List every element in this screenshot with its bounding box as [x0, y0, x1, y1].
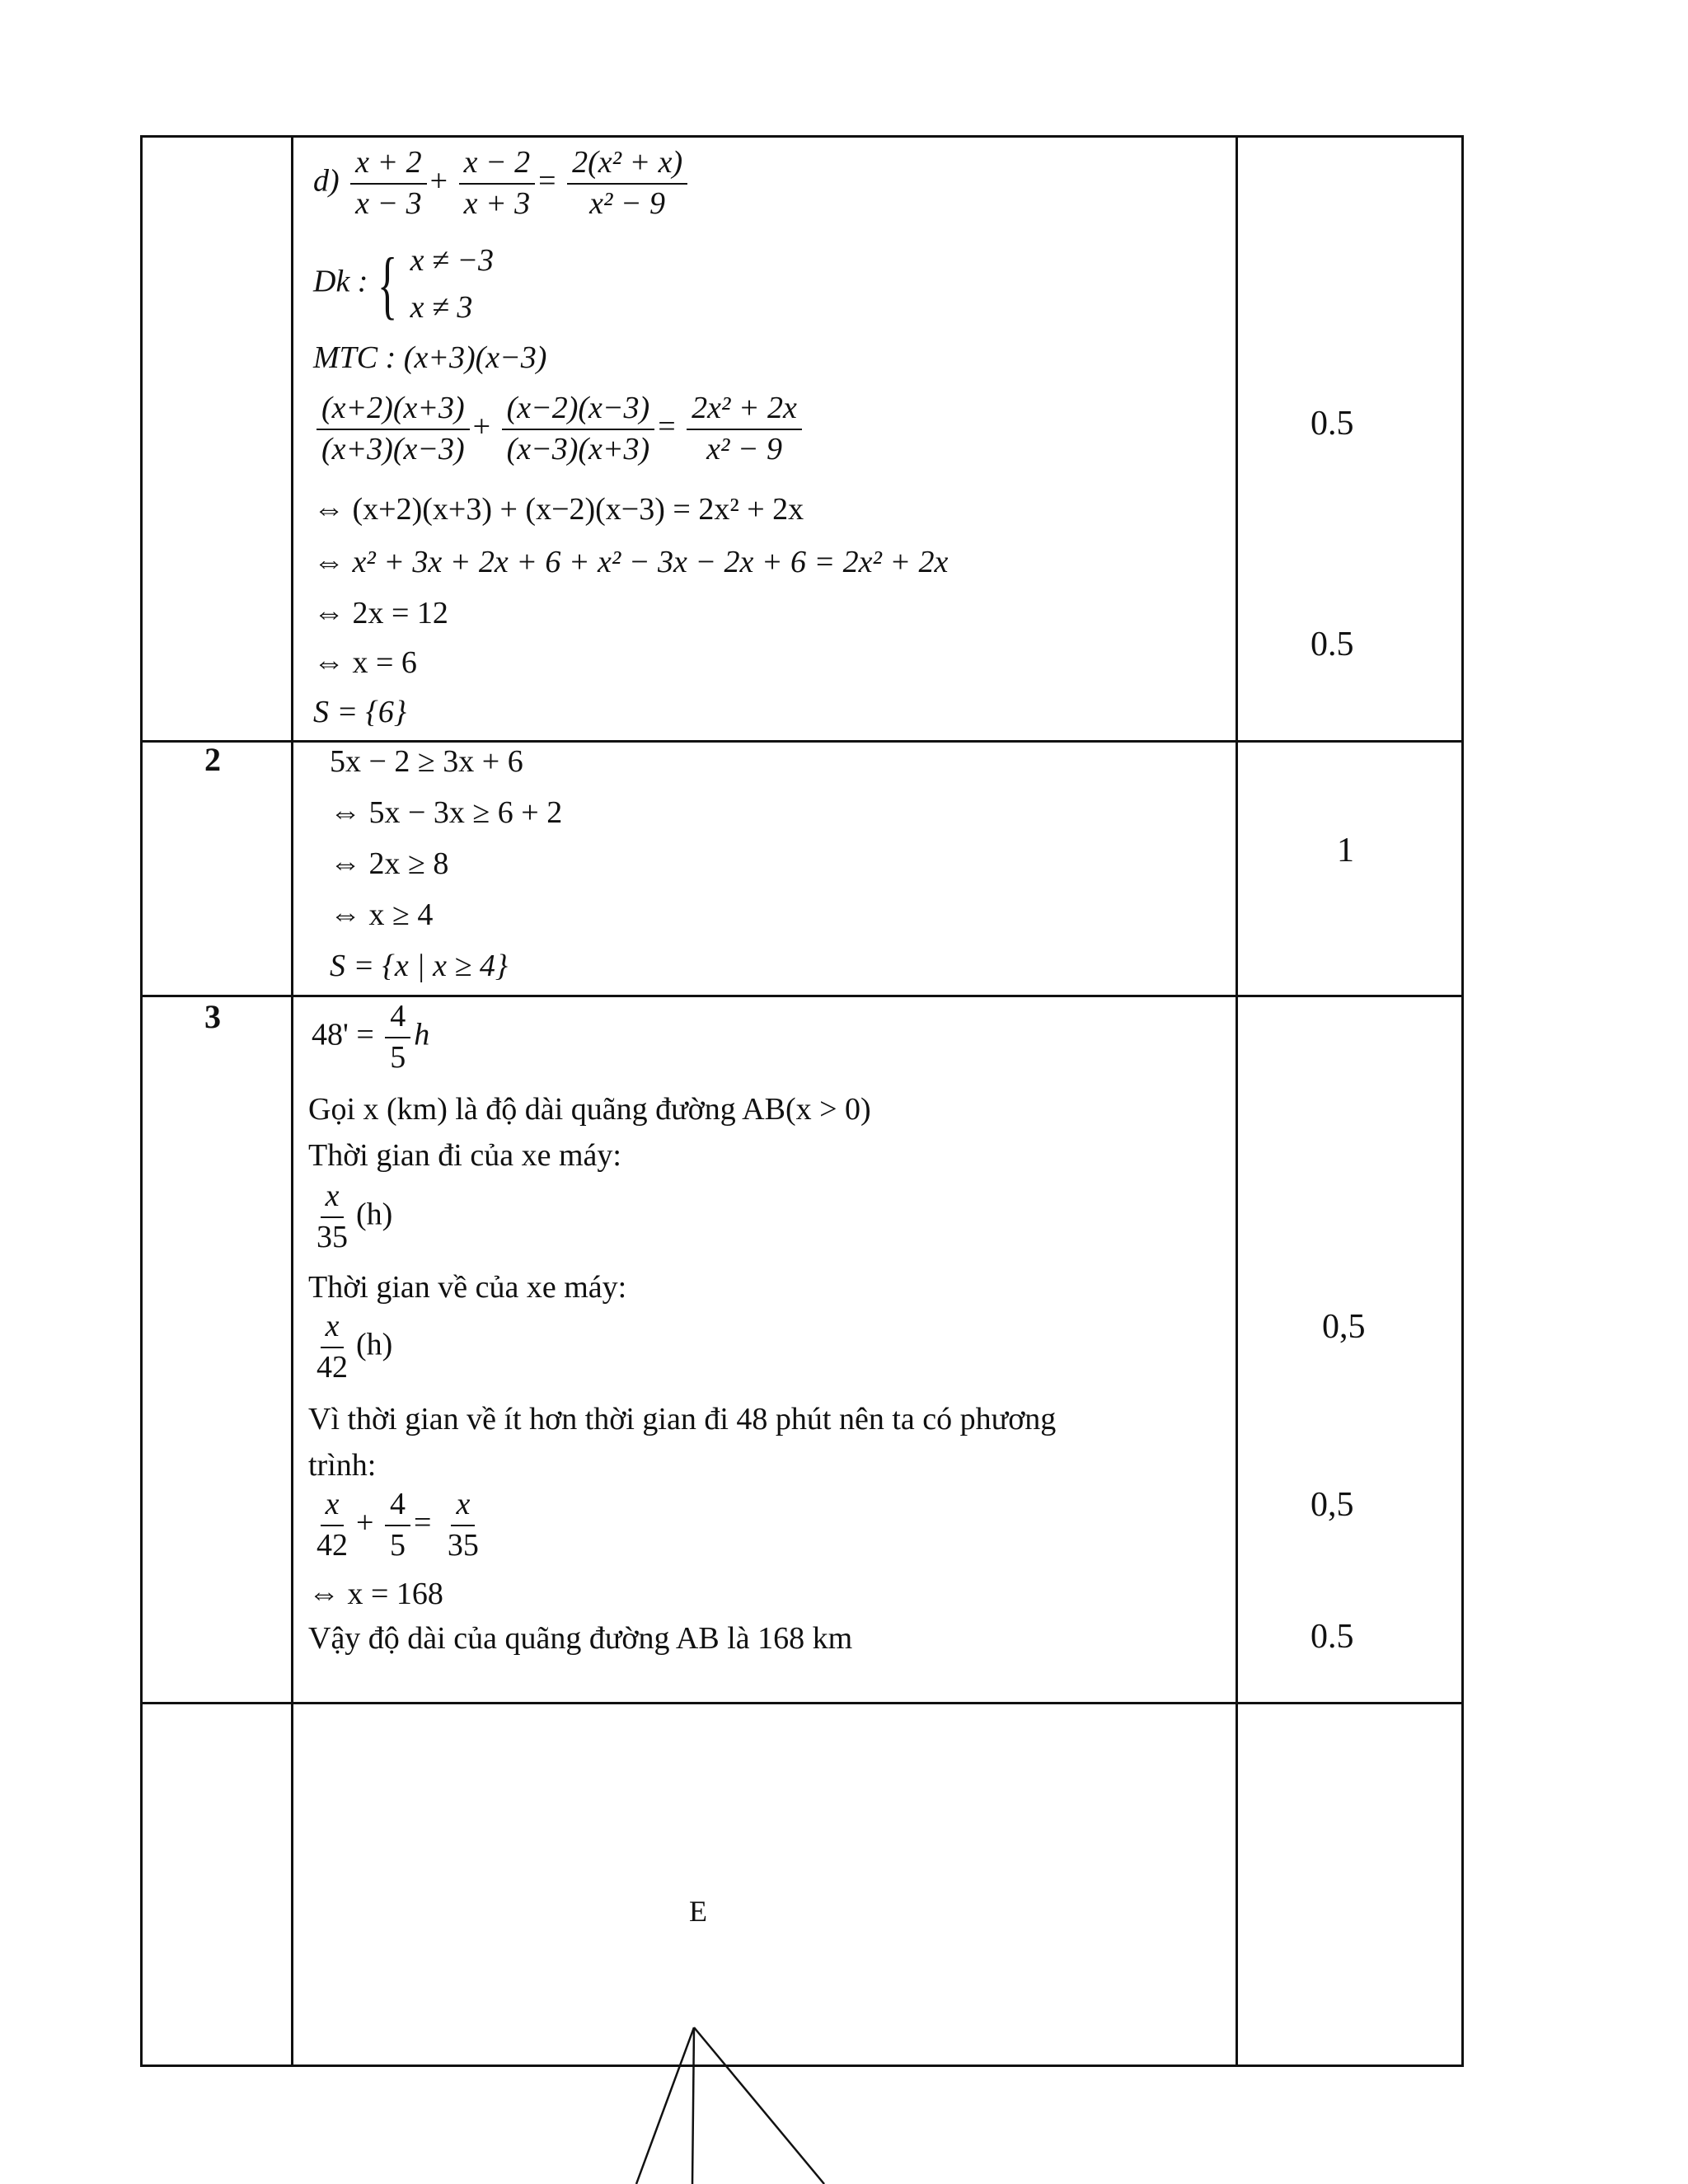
score-d-1: 0.5 [1311, 405, 1354, 443]
common-denominator: MTC : (x+3)(x−3) [313, 340, 547, 375]
fraction: $\frac{x}{42}$ [316, 1309, 348, 1385]
fraction: $\frac{\text{2(x² + x)}}{\text{x² − 9}}$ [567, 147, 687, 221]
inequality-line-4: ⇔ x ≥ 4 [330, 898, 434, 932]
fraction: $\frac{x}{35}$ [447, 1487, 479, 1563]
step-1: $\frac{(x+2)(x+3)}{(x+3)(x-3)}$ + $\frac{(x-2)(x-3)}{(x-3)(x+3)}$ = $\frac{\text{2x² + 2x}}{\text{x² − 9}}$ [313, 392, 805, 466]
inequality-line-1: 5x − 2 ≥ 3x + 6 [330, 744, 523, 779]
condition-2: x ≠ 3 [410, 290, 473, 325]
time-back-label: Thời gian về của xe máy: [308, 1270, 627, 1305]
fraction: $\frac{4}{5}$ [385, 1001, 410, 1075]
score-3-2: 0,5 [1311, 1486, 1354, 1524]
fraction: $\frac{(x-2)(x-3)}{(x-3)(x+3)}$ [502, 392, 655, 466]
score-3-1: 0,5 [1322, 1308, 1366, 1346]
brace-icon: { [377, 242, 398, 326]
step-5: ⇔ x = 6 [313, 645, 417, 680]
inequality-solution: S = {x | x ≥ 4} [330, 949, 509, 983]
step-4: ⇔ 2x = 12 [313, 596, 448, 630]
question-number-2: 2 [204, 741, 221, 778]
condition-1: x ≠ −3 [410, 243, 495, 278]
step-3: ⇔ x² + 3x + 2x + 6 + x² − 3x − 2x + 6 = 2x² + 2x [313, 545, 949, 579]
figure-line-left [636, 2027, 694, 2184]
fraction: $\frac{x - 2}{x + 3}$ [459, 147, 536, 221]
time-go-expression: $\frac{x}{35}$ (h) [308, 1180, 392, 1254]
question-number-3: 3 [204, 998, 221, 1035]
score-2: 1 [1337, 832, 1354, 869]
fraction: $\frac{4}{5}$ [385, 1488, 410, 1563]
inequality-line-2: ⇔ 5x − 3x ≥ 6 + 2 [330, 795, 563, 830]
equation-d: d) $\frac{x + 2}{x - 3}$ + $\frac{x - 2}{x + 3}$ = $\frac{\text{2(x² + x)}}{\text{x² − 9}}$ [313, 147, 691, 221]
solution-set: S = {6} [313, 695, 407, 729]
figure-line-right [694, 2027, 824, 2184]
fraction: $\frac{(x+2)(x+3)}{(x+3)(x-3)}$ [316, 392, 470, 466]
fraction: $\frac{x}{35}$ [316, 1179, 348, 1254]
conclusion: Vậy độ dài của quãng đường AB là 168 km [308, 1621, 853, 1656]
variable-definition: Gọi x (km) là độ dài quãng đường AB(x > 0) [308, 1092, 871, 1127]
fraction: $\frac{x + 2}{x - 3}$ [350, 147, 427, 221]
reason-line-2: trình: [308, 1448, 377, 1483]
distance-equation: $\frac{x}{42}$ + $\frac{4}{5}$ = $\frac{x}{35}$ [308, 1488, 487, 1563]
equation-prefix: d) [313, 163, 340, 199]
time-conversion: 48' = $\frac{4}{5}$ h [312, 999, 430, 1075]
score-d-2: 0.5 [1311, 626, 1354, 663]
condition-label: Dk : [313, 264, 368, 299]
reason-line-1: Vì thời gian về ít hơn thời gian đi 48 phút nên ta có phương [308, 1402, 1057, 1436]
time-go-label: Thời gian đi của xe máy: [308, 1138, 621, 1173]
inequality-line-3: ⇔ 2x ≥ 8 [330, 846, 449, 881]
score-3-3: 0.5 [1311, 1618, 1354, 1656]
distance-result: ⇔ x = 168 [308, 1577, 443, 1611]
step-2: ⇔ (x+2)(x+3) + (x−2)(x−3) = 2x² + 2x [313, 492, 804, 527]
figure-label-e: E [689, 1895, 707, 1928]
fraction: $\frac{\text{2x² + 2x}}{\text{x² − 9}}$ [687, 392, 802, 466]
fraction: $\frac{x}{42}$ [316, 1487, 348, 1563]
time-back-expression: $\frac{x}{42}$ (h) [308, 1310, 392, 1385]
figure-line-middle [692, 2027, 694, 2184]
